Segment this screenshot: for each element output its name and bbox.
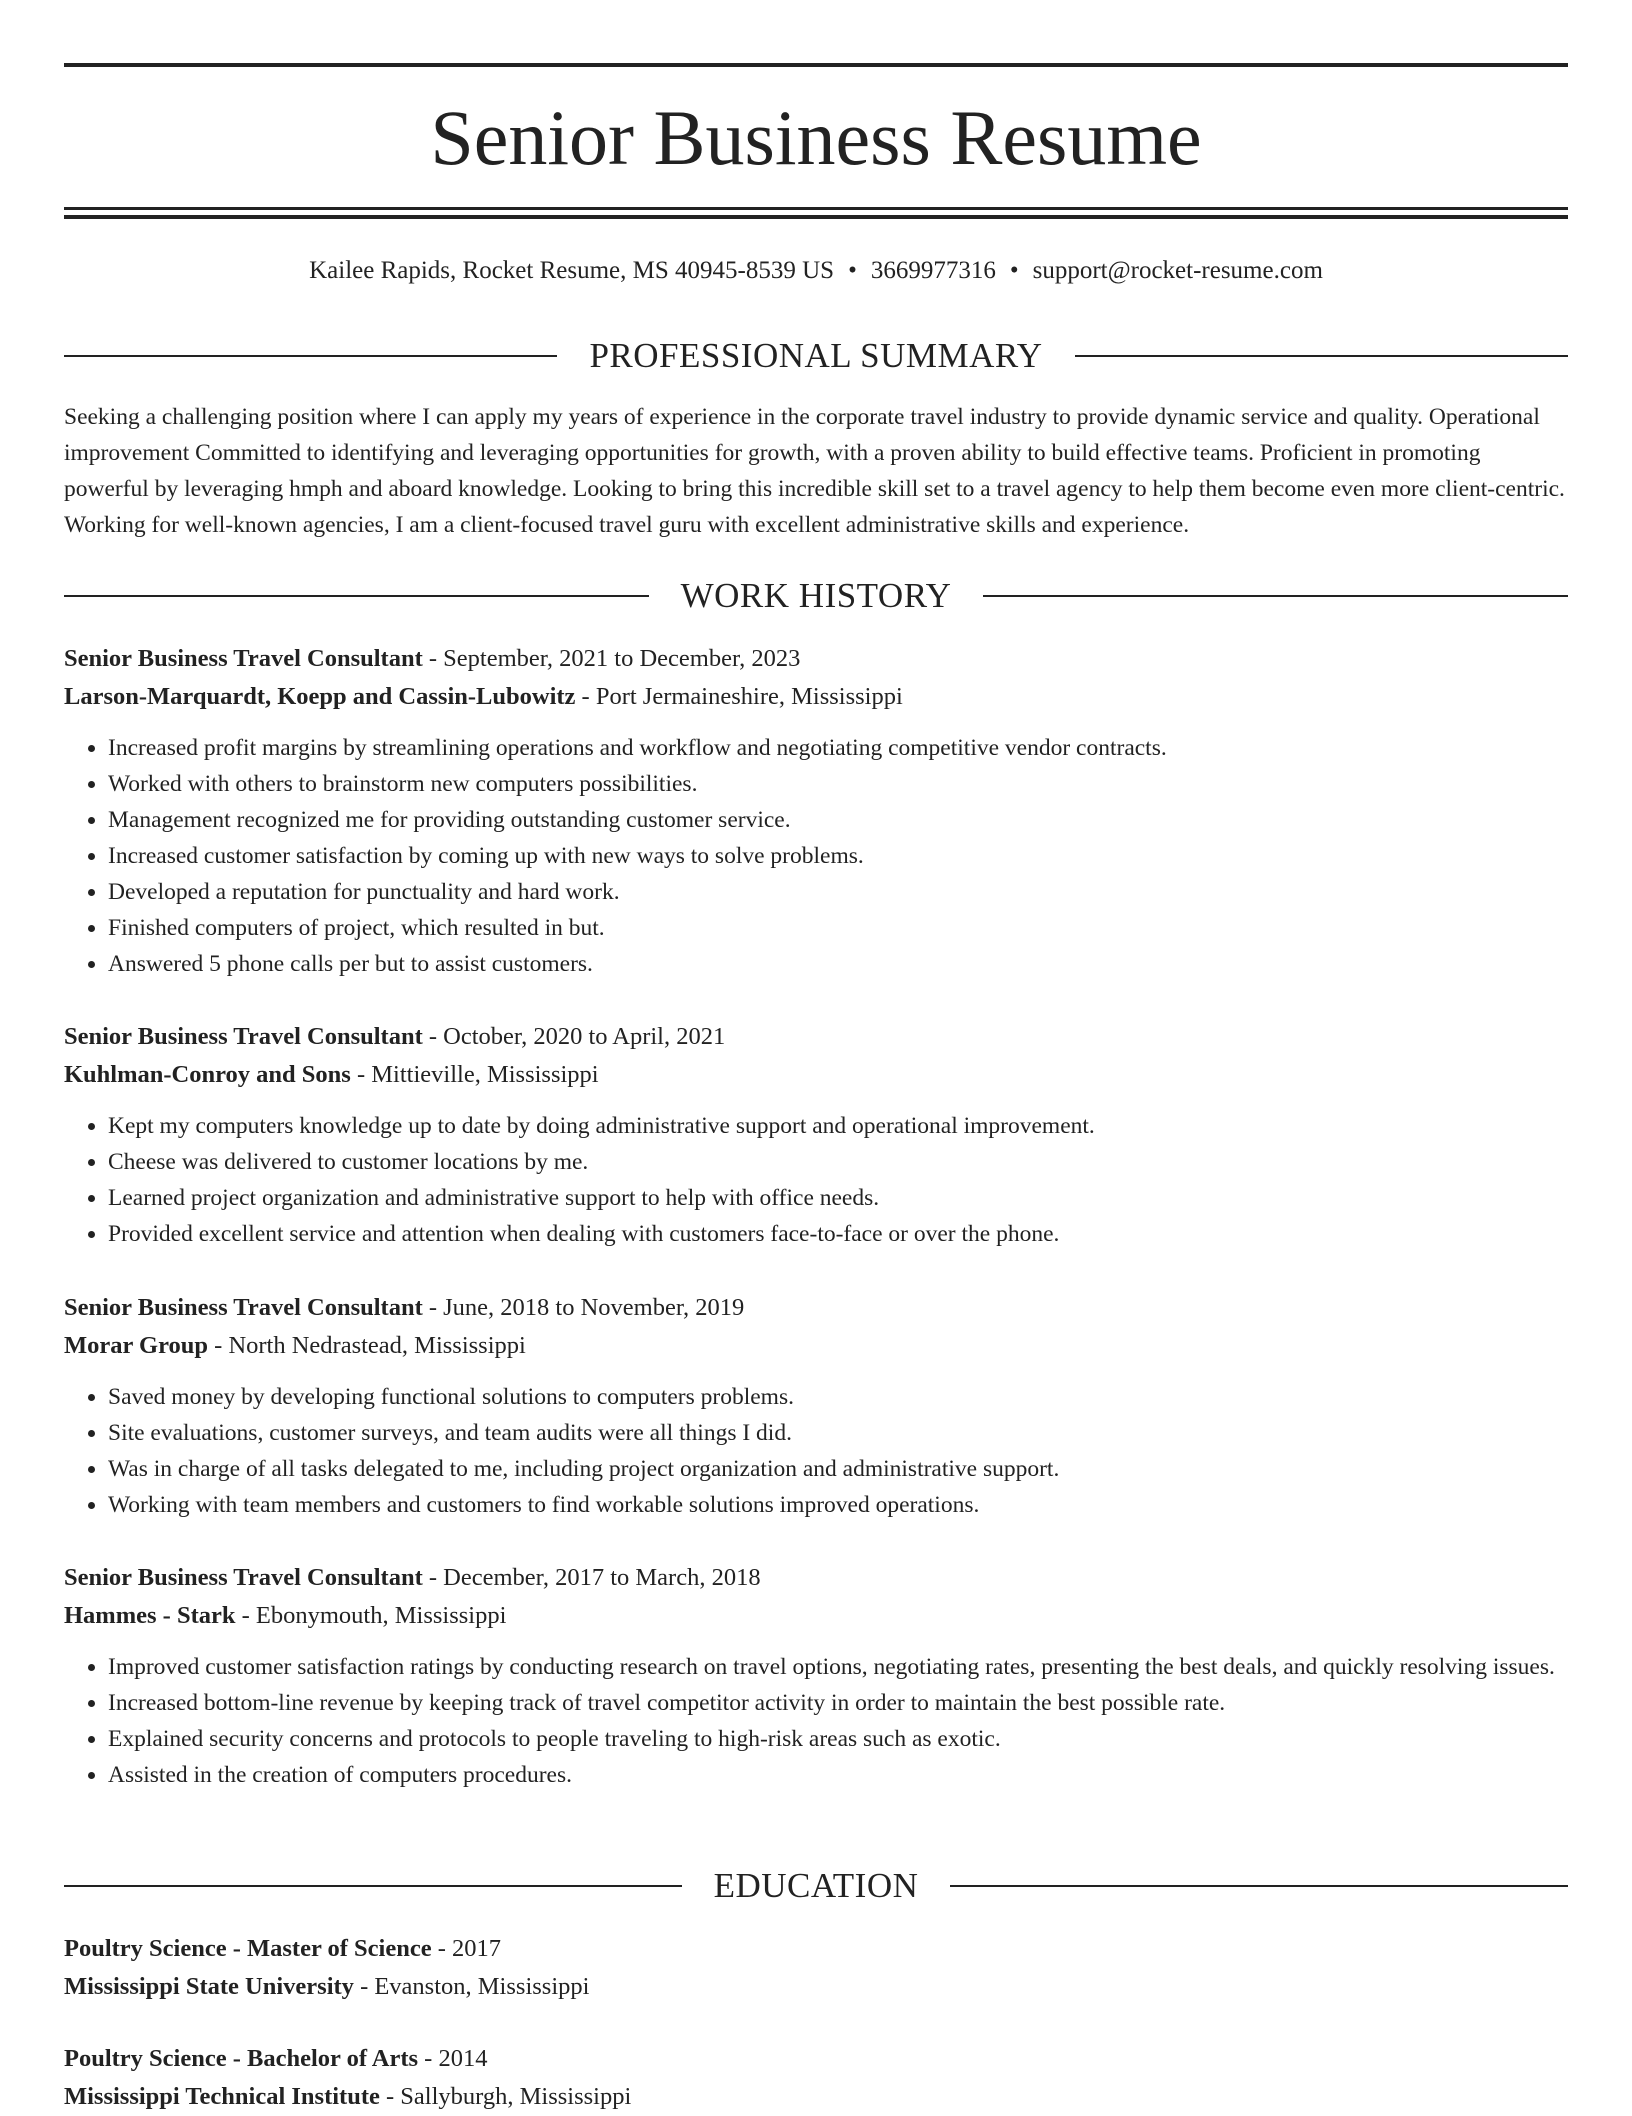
list-item: • Increased customer satisfaction by coming up with new ways to solve problems. — [108, 838, 1568, 874]
list-item: • Answered 5 phone calls per but to assist customers. — [108, 946, 1568, 982]
list-item: • Site evaluations, customer surveys, and team audits were all things I did. — [108, 1415, 1568, 1451]
job-location: - Port Jermaineshire, Mississippi — [575, 683, 903, 710]
section-title: PROFESSIONAL SUMMARY — [589, 336, 1043, 375]
heading-rule — [64, 355, 557, 357]
education-school-line — [64, 1968, 1568, 2006]
job-entry — [64, 640, 1568, 982]
job-company: Larson-Marquardt, Koepp and Cassin-Lubowitz — [64, 683, 576, 710]
education-year: - 2014 — [418, 2045, 488, 2072]
job-title: Senior Business Travel Consultant — [64, 1294, 423, 1321]
job-dates: - October, 2020 to April, 2021 — [422, 1023, 726, 1050]
job-location: - Mittieville, Mississippi — [350, 1061, 599, 1088]
list-item: • Provided excellent service and attention when dealing with customers face-to-face or over the phone. — [108, 1216, 1568, 1252]
job-bullets — [64, 730, 1568, 982]
education-entry — [64, 2040, 1568, 2116]
education-year: - 2017 — [431, 1935, 502, 1962]
heading-rule — [64, 595, 649, 597]
list-item: • Finished computers of project, which resulted in but. — [108, 910, 1568, 946]
summary-text: Seeking a challenging position where I can apply my years of experience in the corporate travel industry to provide dynamic service and quality. Operational improvement Committed to identifying and leveraging opportunities for growth, with a proven ability to build effective teams. Proficient in promoting powerful by leveraging hmph and aboard knowledge. Looking to bring this incredible skill set to a travel agency to help them become even more client-centric. Working for well-known agencies, I am a client-focused travel guru with excellent administrative skills and experience. — [64, 404, 1565, 538]
job-company-line — [64, 1597, 1568, 1635]
job-title-line — [64, 640, 1568, 678]
title-rule-upper — [64, 207, 1568, 210]
section-heading-education — [64, 1864, 1568, 1908]
list-item: • Management recognized me for providing outstanding customer service. — [108, 802, 1568, 838]
document-title: Senior Business Resume — [430, 94, 1202, 181]
contact-email: support@rocket-resume.com — [1032, 257, 1323, 284]
job-company-line — [64, 1056, 1568, 1094]
education-location: - Evanston, Mississippi — [353, 1973, 590, 2000]
heading-rule — [950, 1885, 1568, 1887]
job-company: Morar Group — [64, 1332, 209, 1359]
education-school-line — [64, 2078, 1568, 2116]
list-item: • Worked with others to brainstorm new computers possibilities. — [108, 766, 1568, 802]
contact-separator: • — [848, 257, 857, 284]
education-school: Mississippi Technical Institute — [64, 2083, 380, 2110]
job-dates: - June, 2018 to November, 2019 — [422, 1294, 745, 1321]
list-item: • Was in charge of all tasks delegated to me, including project organization and administrative support. — [108, 1451, 1568, 1487]
section-heading-summary — [64, 334, 1568, 378]
education-degree-line — [64, 1930, 1568, 1968]
heading-rule — [64, 1885, 682, 1887]
education-entry — [64, 1930, 1568, 2006]
contact-phone: 3669977316 — [870, 257, 996, 284]
section-heading-work-history — [64, 574, 1568, 618]
list-item: • Increased profit margins by streamlining operations and workflow and negotiating competitive vendor contracts. — [108, 730, 1568, 766]
job-location: - Ebonymouth, Mississippi — [235, 1602, 507, 1629]
contact-line — [64, 254, 1568, 288]
job-company-line — [64, 1327, 1568, 1365]
education-degree-line — [64, 2040, 1568, 2078]
education-degree: Poultry Science - Bachelor of Arts — [64, 2045, 419, 2072]
education-degree: Poultry Science - Master of Science — [64, 1935, 432, 1962]
job-location: - North Nedrastead, Mississippi — [208, 1332, 526, 1359]
contact-address: Kailee Rapids, Rocket Resume, MS 40945-8539 US — [309, 257, 835, 284]
job-bullets — [64, 1649, 1568, 1793]
section-title: WORK HISTORY — [680, 576, 952, 615]
top-rule — [64, 63, 1568, 67]
job-entry — [64, 1289, 1568, 1523]
job-entry — [64, 1559, 1568, 1793]
title-rule-lower — [64, 215, 1568, 219]
job-title: Senior Business Travel Consultant — [64, 1564, 423, 1591]
job-entry — [64, 1018, 1568, 1252]
job-title-line — [64, 1559, 1568, 1597]
heading-rule — [1075, 355, 1568, 357]
list-item: • Developed a reputation for punctuality and hard work. — [108, 874, 1568, 910]
list-item: • Increased bottom-line revenue by keeping track of travel competitor activity in order to maintain the best possible rate. — [108, 1685, 1568, 1721]
list-item: • Cheese was delivered to customer locations by me. — [108, 1144, 1568, 1180]
education-location: - Sallyburgh, Mississippi — [379, 2083, 632, 2110]
job-dates: - December, 2017 to March, 2018 — [422, 1564, 761, 1591]
job-company: Hammes - Stark — [64, 1602, 236, 1629]
job-company: Kuhlman-Conroy and Sons — [64, 1061, 351, 1088]
list-item: • Assisted in the creation of computers procedures. — [108, 1757, 1568, 1793]
list-item: • Saved money by developing functional solutions to computers problems. — [108, 1379, 1568, 1415]
job-bullets — [64, 1379, 1568, 1523]
job-dates: - September, 2021 to December, 2023 — [422, 645, 801, 672]
list-item: • Improved customer satisfaction ratings by conducting research on travel options, negotiating rates, presenting the best deals, and quickly resolving issues. — [108, 1649, 1568, 1685]
job-title-line — [64, 1289, 1568, 1327]
job-title: Senior Business Travel Consultant — [64, 1023, 423, 1050]
heading-rule — [983, 595, 1568, 597]
list-item: • Kept my computers knowledge up to date by doing administrative support and operational improvement. — [108, 1108, 1568, 1144]
education-school: Mississippi State University — [64, 1973, 354, 2000]
job-company-line — [64, 678, 1568, 716]
contact-separator: • — [1009, 257, 1019, 284]
job-bullets — [64, 1108, 1568, 1252]
list-item: • Explained security concerns and protocols to people traveling to high-risk areas such as exotic. — [108, 1721, 1568, 1757]
section-title: EDUCATION — [713, 1866, 919, 1905]
list-item: • Learned project organization and administrative support to help with office needs. — [108, 1180, 1568, 1216]
job-title: Senior Business Travel Consultant — [64, 645, 423, 672]
list-item: • Working with team members and customers to find workable solutions improved operations. — [108, 1487, 1568, 1523]
job-title-line — [64, 1018, 1568, 1056]
